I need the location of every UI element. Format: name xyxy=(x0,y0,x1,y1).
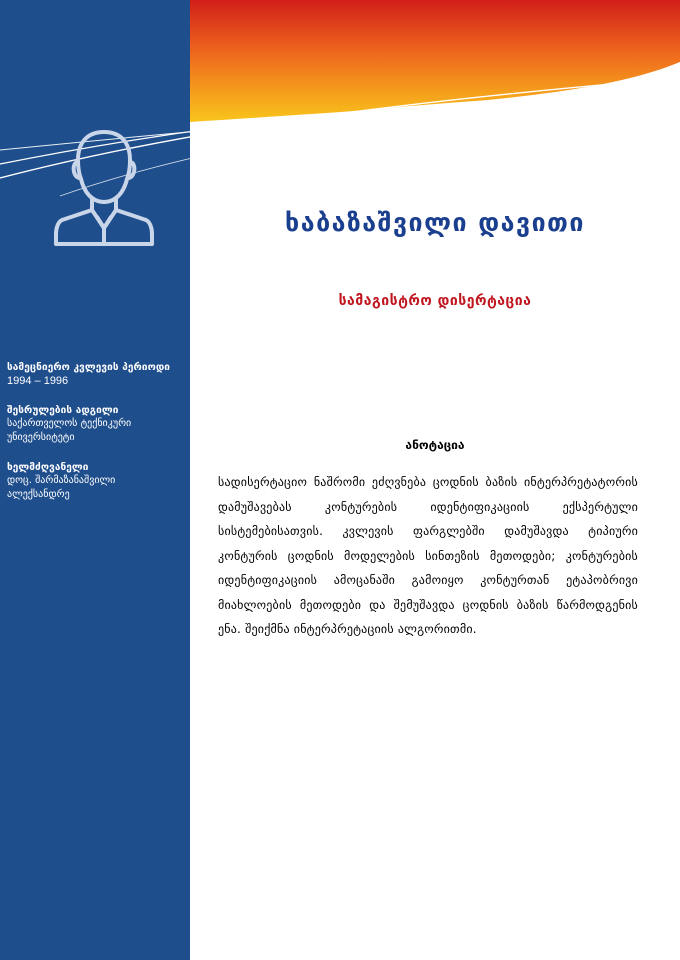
work-place-label: შესრულების ადგილი xyxy=(7,405,119,416)
document-subtitle: სამაგისტრო დისერტაცია xyxy=(338,293,532,309)
supervisor xyxy=(7,461,187,502)
research-period-label: სამეცნიერო კვლევის პერიოდი xyxy=(7,362,170,373)
author-name: ხაბაზაშვილი დავითი xyxy=(285,208,585,237)
person-silhouette-icon xyxy=(52,126,156,248)
supervisor-value: დოც. შარმაზანაშვილი ალექსანდრე xyxy=(7,475,116,500)
abstract-text: სადისერტაციო ნაშრომი ეძღვნება ცოდნის ბაზის ინტერპრეტატორის დამუშავებას კონტურების იდენტიფიკაციის ექსპერტული სისტემებისათვის. კვლევის ფარგლებში დამუშავდა ტიპიური კონტურის ცოდნის მოდელების სინთეზის მეთოდები; კონტურების იდენტიფიკაციის ამოცანაში გამოიყო კონტურთან ეტაპობრივი მიახლოების მეთოდები და შემუშავდა ცოდნის ბაზის წარმოდგენის ენა. შეიქმნა ინტერპრეტაციის ალგორითმი. xyxy=(218,475,638,636)
work-place-value: საქართველოს ტექნიკური უნივერსიტეტი xyxy=(7,418,132,443)
research-period xyxy=(7,361,187,388)
work-place xyxy=(7,404,187,445)
abstract-title: ანოტაცია xyxy=(405,438,465,452)
supervisor-label: ხელმძღვანელი xyxy=(7,462,89,473)
research-period-value: 1994 – 1996 xyxy=(7,375,69,387)
